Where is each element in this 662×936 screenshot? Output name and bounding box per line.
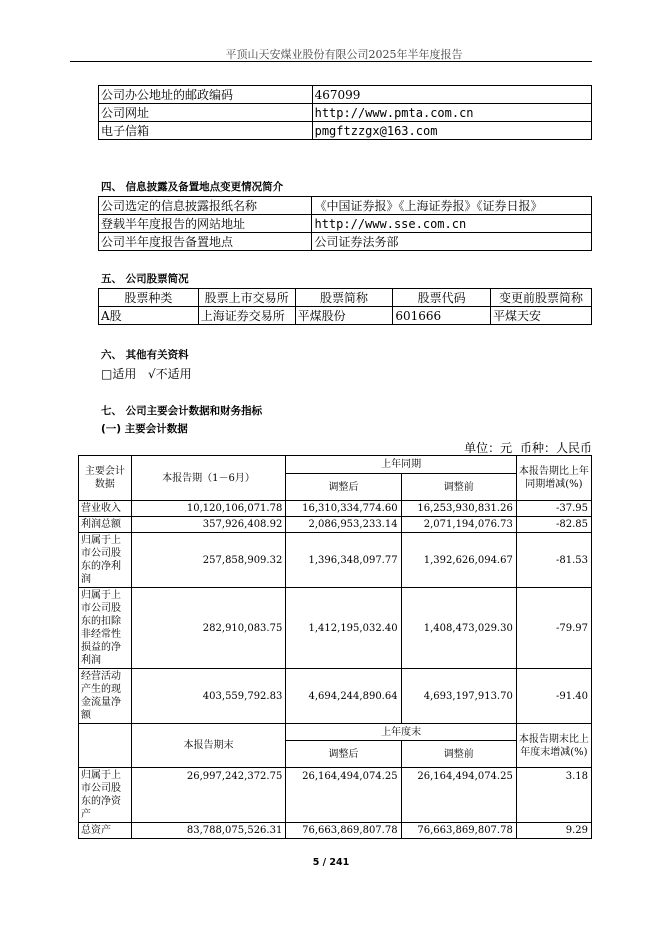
cell-current: 282,910,083.75 (131, 588, 286, 669)
item-header: 主要会计数据 (79, 456, 132, 501)
cell-adjusted: 1,396,348,097.77 (286, 533, 401, 588)
stock-abbr-value: 平煤股份 (295, 307, 393, 325)
cell-change: 9.29 (516, 823, 591, 839)
option-applicable: □适用 (101, 367, 137, 381)
table-header-row (99, 289, 592, 307)
period-end-header: 本报告期末 (131, 724, 286, 768)
section-5-title: 五、 公司股票简况 (101, 273, 189, 285)
exchange-header: 股票上市交易所 (198, 289, 295, 307)
table-row (79, 501, 592, 517)
former-abbr-header: 变更前股票简称 (491, 289, 592, 307)
row-label: 归属于上市公司股东的净利润 (79, 533, 132, 588)
cell-before: 16,253,930,831.26 (401, 501, 516, 517)
table-row (79, 669, 592, 724)
website-link[interactable]: http://www.pmta.com.cn (312, 104, 591, 122)
last-year-end-header: 上年度末 (286, 724, 517, 741)
row-label: 营业收入 (79, 501, 132, 517)
financial-table (78, 455, 592, 839)
former-abbr-value: 平煤天安 (491, 307, 592, 325)
cell-change: -82.85 (516, 517, 591, 533)
section-7-subtitle: (一) 主要会计数据 (101, 423, 188, 435)
newspaper-label: 公司选定的信息披露报纸名称 (99, 197, 312, 215)
table-header-row (79, 456, 592, 474)
row-label: 归属于上市公司股东的净资产 (79, 768, 132, 823)
postcode-value: 467099 (312, 86, 591, 104)
report-website-link[interactable]: http://www.sse.com.cn (312, 215, 592, 233)
page-header: 平顶山天安煤业股份有限公司2025年半年度报告 (225, 48, 463, 61)
section-4-title: 四、 信息披露及备置地点变更情况简介 (101, 181, 284, 193)
stock-abbr-header: 股票简称 (295, 289, 393, 307)
cell-adjusted: 4,694,244,890.64 (286, 669, 401, 724)
cell-before: 1,392,626,094.67 (401, 533, 516, 588)
cell-adjusted: 16,310,334,774.60 (286, 501, 401, 517)
row-label: 利润总额 (79, 517, 132, 533)
cell-change: -81.53 (516, 533, 591, 588)
table-row (79, 823, 592, 839)
section-7-title: 七、 公司主要会计数据和财务指标 (101, 405, 263, 417)
cell-current: 257,858,909.32 (131, 533, 286, 588)
option-not-applicable: √不适用 (148, 367, 192, 381)
contact-table (98, 85, 592, 140)
cell-current: 357,926,408.92 (131, 517, 286, 533)
row-label: 经营活动产生的现金流量净额 (79, 669, 132, 724)
cell-adjusted: 2,086,953,233.14 (286, 517, 401, 533)
table-row (99, 122, 592, 140)
current-period-header: 本报告期（1－6月） (131, 456, 286, 501)
unit-line: 单位：元 币种：人民币 (464, 441, 592, 455)
table-row (99, 307, 592, 325)
disclosure-table (98, 196, 592, 251)
cell-current: 403,559,792.83 (131, 669, 286, 724)
cell-before: 1,408,473,029.30 (401, 588, 516, 669)
postcode-label: 公司办公地址的邮政编码 (99, 86, 313, 104)
newspaper-value: 《中国证券报》《上海证券报》《证券日报》 (312, 197, 592, 215)
cell-adjusted: 1,412,195,032.40 (286, 588, 401, 669)
cell-current: 83,788,075,526.31 (131, 823, 286, 839)
website-label: 公司网址 (99, 104, 313, 122)
cell-current: 26,997,242,372.75 (131, 768, 286, 823)
section-6-title: 六、 其他有关资料 (101, 349, 189, 361)
email-link[interactable]: pmgftzzgx@163.com (312, 122, 591, 140)
report-location-value: 公司证券法务部 (312, 233, 592, 251)
cell-current: 10,120,106,071.78 (131, 501, 286, 517)
blank-header-cell (79, 724, 132, 768)
table-header-row (79, 724, 592, 741)
row-label: 归属于上市公司股东的扣除非经常性损益的净利润 (79, 588, 132, 669)
change-header: 本报告期比上年同期增减(%) (516, 456, 591, 501)
before-adjust-header: 调整前 (401, 741, 516, 768)
table-row (79, 517, 592, 533)
cell-change: 3.18 (516, 768, 591, 823)
page-number: 5 / 241 (312, 857, 350, 868)
cell-adjusted: 26,164,494,074.25 (286, 768, 401, 823)
cell-before: 2,071,194,076.73 (401, 517, 516, 533)
adjusted-header: 调整后 (286, 474, 401, 501)
table-row (79, 768, 592, 823)
stock-type-value: A股 (99, 307, 199, 325)
stock-type-header: 股票种类 (99, 289, 199, 307)
stock-code-value: 601666 (393, 307, 491, 325)
email-label: 电子信箱 (99, 122, 313, 140)
before-adjust-header: 调整前 (401, 474, 516, 501)
cell-before: 76,663,869,807.78 (401, 823, 516, 839)
table-row (79, 588, 592, 669)
stock-table (98, 288, 592, 325)
table-row (99, 104, 592, 122)
adjusted-header: 调整后 (286, 741, 401, 768)
header-divider (70, 61, 592, 62)
table-row (99, 86, 592, 104)
stock-code-header: 股票代码 (393, 289, 491, 307)
cell-change: -91.40 (516, 669, 591, 724)
end-change-header: 本报告期末比上年度末增减(%) (516, 724, 591, 768)
table-row (79, 533, 592, 588)
cell-change: -79.97 (516, 588, 591, 669)
cell-before: 26,164,494,074.25 (401, 768, 516, 823)
cell-change: -37.95 (516, 501, 591, 517)
report-website-label: 登载半年度报告的网站地址 (99, 215, 312, 233)
exchange-value: 上海证券交易所 (198, 307, 295, 325)
cell-adjusted: 76,663,869,807.78 (286, 823, 401, 839)
table-row (99, 215, 592, 233)
row-label: 总资产 (79, 823, 132, 839)
report-location-label: 公司半年度报告备置地点 (99, 233, 312, 251)
table-row (99, 197, 592, 215)
last-year-header: 上年同期 (286, 456, 517, 474)
cell-before: 4,693,197,913.70 (401, 669, 516, 724)
table-row (99, 233, 592, 251)
